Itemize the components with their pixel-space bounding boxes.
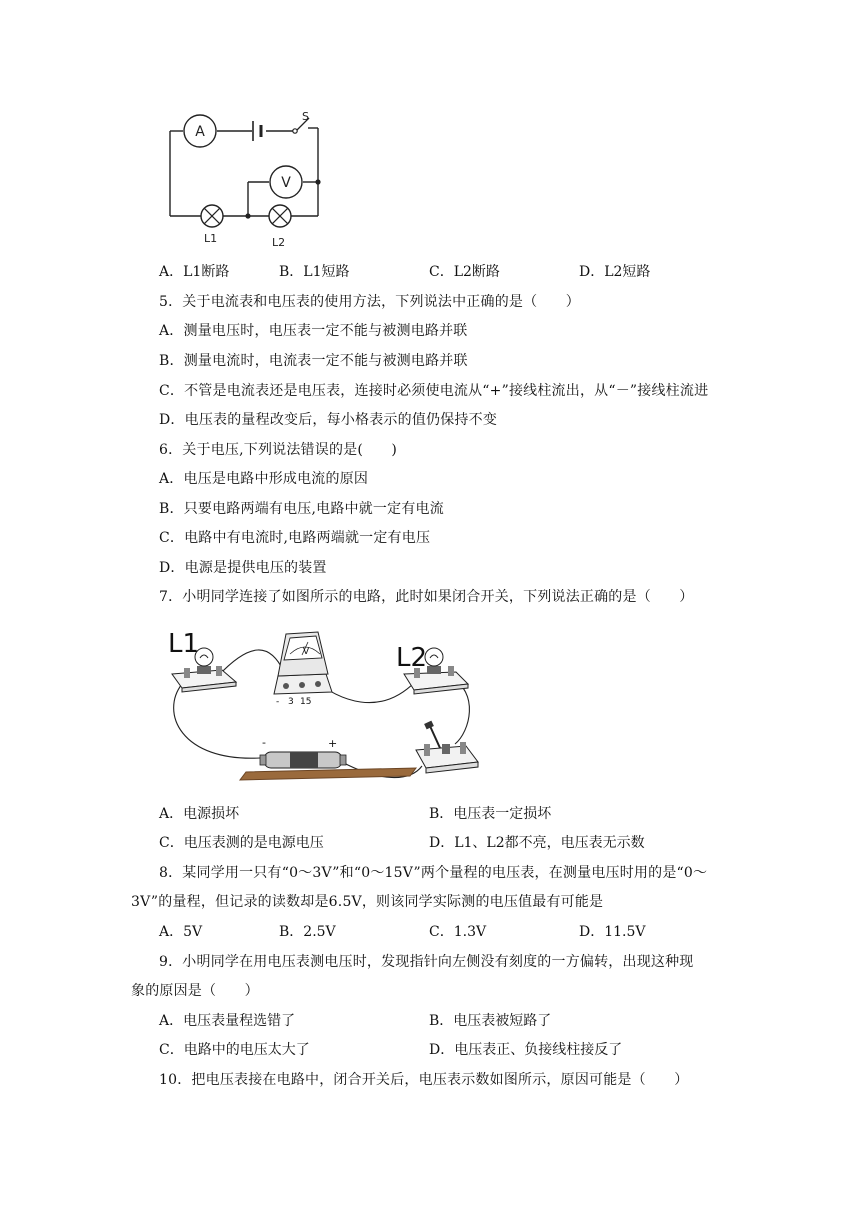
q5-option-a: A．测量电压时，电压表一定不能与被测电路并联 bbox=[159, 323, 468, 339]
ammeter-label: A bbox=[195, 124, 205, 140]
battery-board bbox=[240, 752, 416, 780]
q4-option-a: A．L1断路 bbox=[159, 264, 230, 280]
q4-option-b: B．L1短路 bbox=[279, 264, 350, 280]
figure-label-l1: L1 bbox=[168, 629, 200, 659]
q9-option-b: B．电压表被短路了 bbox=[429, 1013, 552, 1029]
voltmeter-device bbox=[274, 632, 332, 694]
q6-option-d: D．电源是提供电压的装置 bbox=[159, 560, 327, 576]
q4-option-c: C．L2断路 bbox=[429, 264, 500, 280]
lamp-l2-symbol bbox=[269, 205, 291, 227]
q8-line-1: 8．某同学用一只有“0～3V”和“0～15V”两个量程的电压表，在测量电压时用的是“0～ bbox=[159, 865, 708, 881]
q9-option-d: D．电压表正、负接线柱接反了 bbox=[429, 1042, 623, 1058]
q5-option-d: D．电压表的量程改变后，每小格表示的值仍保持不变 bbox=[159, 412, 498, 428]
q9-line-1: 9．小明同学在用电压表测电压时，发现指针向左侧没有刻度的一方偏转，出现这种现 bbox=[159, 954, 694, 970]
q9-option-a: A．电压表量程选错了 bbox=[159, 1013, 296, 1029]
q8-option-b: B．2.5V bbox=[279, 924, 336, 940]
q7-option-c: C．电压表测的是电源电压 bbox=[159, 835, 324, 851]
terminal-3-label: 3 bbox=[288, 697, 294, 707]
circuit-diagram-1 bbox=[160, 108, 335, 253]
q10-stem: 10．把电压表接在电路中，闭合开关后，电压表示数如图所示，原因可能是（ ） bbox=[159, 1072, 689, 1088]
battery-plus-label: + bbox=[328, 737, 338, 750]
q7-option-d: D．L1、L2都不亮，电压表无示数 bbox=[429, 835, 645, 851]
voltmeter-face-label: V bbox=[303, 647, 310, 657]
voltmeter-label: V bbox=[281, 175, 291, 191]
q7-stem: 7．小明同学连接了如图所示的电路，此时如果闭合开关，下列说法正确的是（ ） bbox=[159, 589, 694, 605]
q8-option-d: D．11.5V bbox=[579, 924, 646, 940]
q6-stem: 6．关于电压,下列说法错误的是( ) bbox=[159, 442, 398, 458]
lamp-l2-label: L2 bbox=[272, 236, 286, 249]
q8-line-2: 3V”的量程，但记录的读数却是6.5V，则该同学实际测的电压值最有可能是 bbox=[131, 894, 604, 910]
circuit-diagram-2 bbox=[160, 622, 495, 787]
lamp-l1-label: L1 bbox=[204, 232, 218, 245]
q5-option-c: C．不管是电流表还是电压表，连接时必须使电流从“+”接线柱流出，从“－”接线柱流进 bbox=[159, 383, 709, 399]
q6-option-a: A．电压是电路中形成电流的原因 bbox=[159, 471, 369, 487]
q4-option-d: D．L2短路 bbox=[579, 264, 651, 280]
q7-option-a: A．电源损坏 bbox=[159, 806, 240, 822]
figure-label-l2: L2 bbox=[396, 643, 428, 673]
q7-option-b: B．电压表一定损坏 bbox=[429, 806, 552, 822]
battery-minus-label: - bbox=[262, 736, 266, 749]
q9-option-c: C．电路中的电压太大了 bbox=[159, 1042, 310, 1058]
q5-stem: 5．关于电流表和电压表的使用方法，下列说法中正确的是（ ） bbox=[159, 294, 580, 310]
q8-option-a: A．5V bbox=[159, 924, 203, 940]
lamp-l1-symbol bbox=[201, 205, 223, 227]
knife-switch bbox=[416, 721, 478, 773]
q6-option-b: B．只要电路两端有电压,电路中就一定有电流 bbox=[159, 501, 444, 517]
switch-label: S bbox=[302, 110, 309, 123]
q9-line-2: 象的原因是（ ） bbox=[131, 983, 259, 999]
q8-option-c: C．1.3V bbox=[429, 924, 487, 940]
terminal-15-label: 15 bbox=[300, 697, 312, 707]
terminal-minus-label: - bbox=[276, 697, 280, 707]
q6-option-c: C．电路中有电流时,电路两端就一定有电压 bbox=[159, 530, 431, 546]
q5-option-b: B．测量电流时，电流表一定不能与被测电路并联 bbox=[159, 353, 468, 369]
